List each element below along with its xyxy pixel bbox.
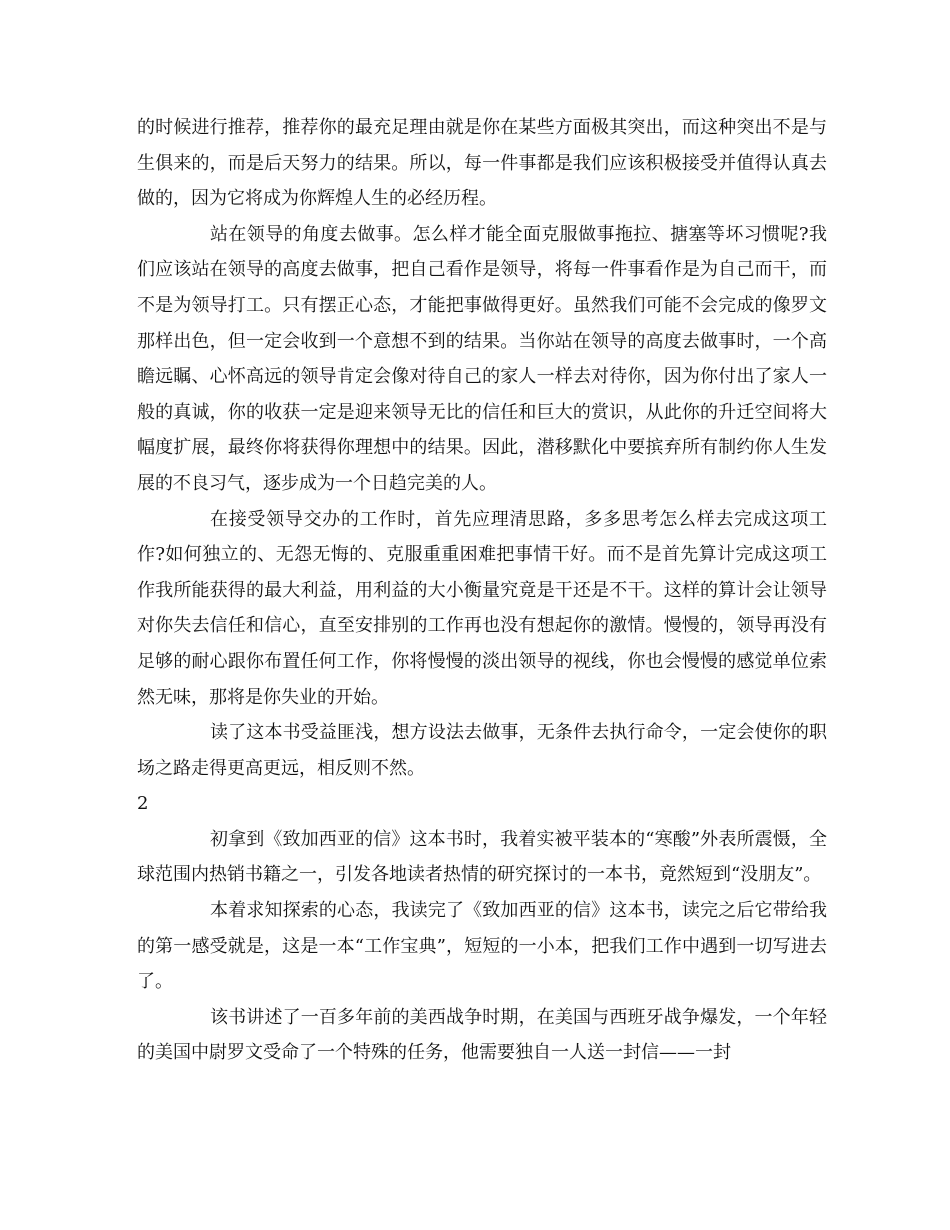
paragraph-6: 本着求知探索的心态，我读完了《致加西亚的信》这本书，读完之后它带给我的第一感受就是，这是一本“工作宝典”，短短的一小本，把我们工作中遇到一切写进去了。 bbox=[137, 900, 827, 993]
paragraph-3: 在接受领导交办的工作时，首先应理清思路，多多思考怎么样去完成这项工作?如何独立的、无怨无悔的、克服重重困难把事情干好。而不是首先算计完成这项工作我所能获得的最大利益，用利益的大小衡量究竟是干还是不干。这样的算计会让领导对你失去信任和信心，直至安排别的工作再也没有想起你的激情。慢慢的，领导再没有足够的耐心跟你布置任何工作，你将慢慢的淡出领导的视线，你也会慢慢的感觉单位索然无味，那将是你失业的开始。 bbox=[137, 508, 827, 708]
section-number: 2 bbox=[137, 793, 149, 815]
paragraph-5: 初拿到《致加西亚的信》这本书时，我着实被平装本的“寒酸”外表所震慑，全球范围内热销书籍之一，引发各地读者热情的研究探讨的一本书，竟然短到“没朋友”。 bbox=[137, 828, 827, 886]
paragraph-1: 的时候进行推荐，推荐你的最充足理由就是你在某些方面极其突出，而这种突出不是与生俱来的，而是后天努力的结果。所以，每一件事都是我们应该积极接受并值得认真去做的，因为它将成为你辉煌人生的必经历程。 bbox=[137, 117, 827, 210]
paragraph-7: 该书讲述了一百多年前的美西战争时期，在美国与西班牙战争爆发，一个年轻的美国中尉罗文受命了一个特殊的任务，他需要独自一人送一封信——一封 bbox=[137, 1006, 827, 1064]
document-body bbox=[137, 110, 827, 1071]
paragraph-4: 读了这本书受益匪浅，想方设法去做事，无条件去执行命令，一定会使你的职场之路走得更高更远，相反则不然。 bbox=[137, 722, 827, 779]
paragraph-2: 站在领导的角度去做事。怎么样才能全面克服做事拖拉、搪塞等坏习惯呢?我们应该站在领导的高度去做事，把自己看作是领导，将每一件事看作是为自己而干，而不是为领导打工。只有摆正心态，才能把事做得更好。虽然我们可能不会完成的像罗文那样出色，但一定会收到一个意想不到的结果。当你站在领导的高度去做事时，一个高瞻远瞩、心怀高远的领导肯定会像对待自己的家人一样去对待你，因为你付出了家人一般的真诚，你的收获一定是迎来领导无比的信任和巨大的赏识，从此你的升迁空间将大幅度扩展，最终你将获得你理想中的结果。因此，潜移默化中要摈弃所有制约你人生发展的不良习气，逐步成为一个日趋完美的人。 bbox=[137, 223, 827, 494]
